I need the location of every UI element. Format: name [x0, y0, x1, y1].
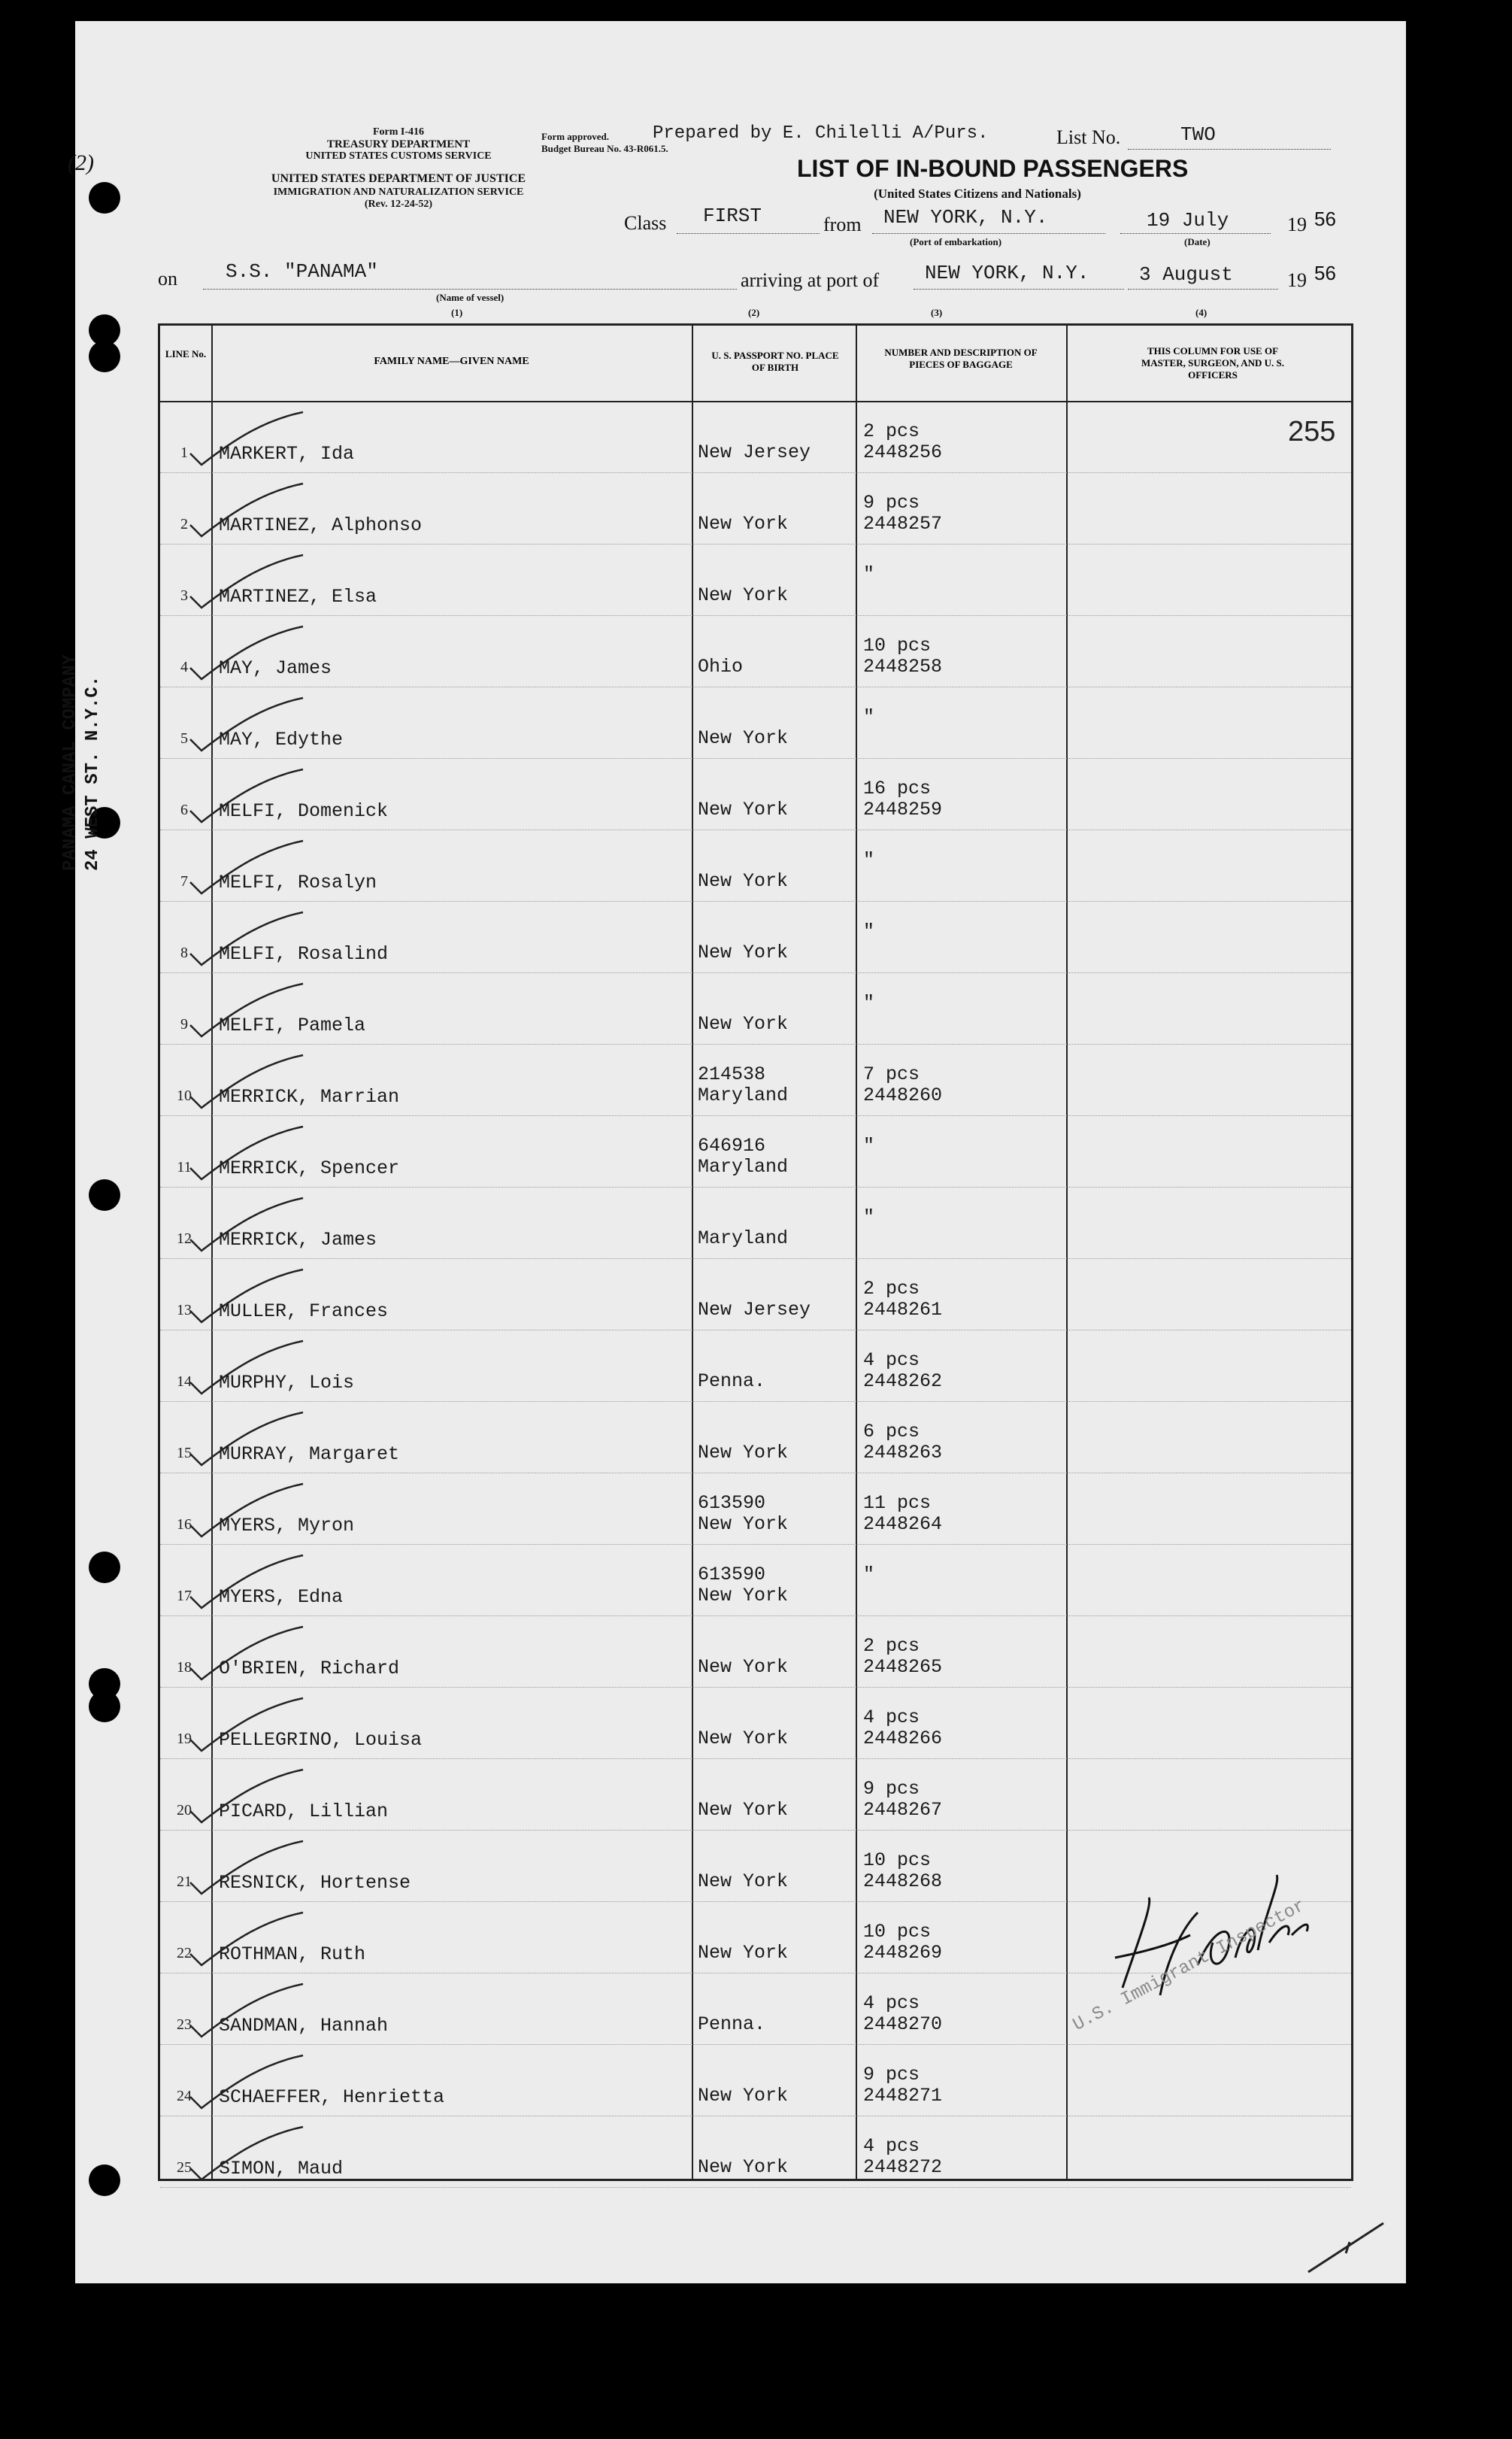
punch-hole: [89, 182, 120, 214]
place-of-birth: New Jersey: [698, 441, 811, 463]
table-row: [160, 2116, 1351, 2188]
date1-year-prefix: 19: [1287, 214, 1307, 235]
passport-number: 214538: [698, 1063, 766, 1085]
check-mark: [175, 909, 311, 969]
inspector-title: U.S. Immigrant Inspector: [1070, 1895, 1309, 2036]
line-number: 19: [177, 1731, 192, 1747]
list-no-label: List No.: [1056, 126, 1121, 148]
baggage-pieces: 9 pcs: [863, 1778, 920, 1800]
check-mark: [175, 766, 311, 826]
table-row: [160, 758, 1351, 830]
passenger-name: MULLER, Frances: [219, 1300, 389, 1322]
form-number: Form I-416: [372, 126, 425, 138]
check-mark: [175, 694, 311, 754]
baggage-pieces: 6 pcs: [863, 1421, 920, 1442]
baggage-pieces: 11 pcs: [863, 1492, 932, 1514]
arrival-port: NEW YORK, N.Y.: [925, 262, 1089, 284]
passenger-name: MARKERT, Ida: [219, 443, 355, 465]
line-number: 13: [177, 1302, 192, 1318]
table-row: [160, 1330, 1351, 1402]
passenger-name: SANDMAN, Hannah: [219, 2015, 389, 2037]
place-of-birth: New York: [698, 2085, 789, 2107]
arriving-label: arriving at port of: [741, 269, 880, 291]
line-number: 6: [180, 802, 188, 818]
passenger-table: [158, 323, 1353, 2181]
baggage-pieces: 4 pcs: [863, 1706, 920, 1728]
col1-num: (1): [451, 307, 463, 318]
line-number: 22: [177, 1945, 192, 1961]
place-of-birth: Penna.: [698, 1370, 766, 1392]
baggage-number: 2448257: [863, 513, 943, 535]
baggage-pieces: 4 pcs: [863, 1992, 920, 2014]
line-number: 2: [180, 516, 188, 532]
baggage-pieces: 2 pcs: [863, 420, 920, 442]
baggage-pieces: 10 pcs: [863, 1849, 932, 1871]
col-header-name: FAMILY NAME—GIVEN NAME: [374, 356, 529, 367]
place-of-birth: New York: [698, 1870, 789, 1892]
baggage-number: 2448271: [863, 2085, 943, 2107]
place-of-birth: New York: [698, 799, 789, 821]
check-mark: [175, 480, 311, 540]
line-number: 17: [177, 1588, 192, 1604]
col3-num: (3): [931, 307, 943, 318]
dept-justice: UNITED STATES DEPARTMENT OF JUSTICE: [271, 172, 526, 185]
table-row: [160, 1758, 1351, 1831]
baggage-number: 2448256: [863, 441, 943, 463]
place-of-birth: New York: [698, 1442, 789, 1464]
line-number: 3: [180, 587, 188, 604]
baggage-pieces: 2 pcs: [863, 1635, 920, 1657]
place-of-birth: New York: [698, 1942, 789, 1964]
table-row: [160, 2044, 1351, 2116]
table-row: [160, 687, 1351, 759]
page-title: LIST OF IN-BOUND PASSENGERS: [797, 155, 1189, 182]
check-mark: [175, 1123, 311, 1183]
baggage-number: 2448264: [863, 1513, 943, 1535]
passenger-name: MYERS, Edna: [219, 1586, 344, 1608]
line-number: 23: [177, 2016, 192, 2033]
baggage-number: 2448267: [863, 1799, 943, 1821]
check-mark: [175, 1909, 311, 1969]
class-value: FIRST: [703, 205, 762, 227]
baggage-number: 2448261: [863, 1299, 943, 1321]
place-of-birth: New York: [698, 513, 789, 535]
page-mark: (2): [68, 150, 94, 175]
baggage-number: 2448272: [863, 2156, 943, 2178]
check-mark: [175, 1766, 311, 1826]
punch-hole: [89, 1552, 120, 1583]
passenger-name: PICARD, Lillian: [219, 1800, 389, 1822]
line-number: 5: [180, 730, 188, 747]
baggage-number: 2448270: [863, 2013, 943, 2035]
table-row: [160, 615, 1351, 687]
date2-year-suffix: 56: [1314, 262, 1336, 284]
date1-year-suffix: 56: [1314, 208, 1336, 230]
passenger-name: SIMON, Maud: [219, 2158, 344, 2180]
baggage-pieces: ": [863, 992, 875, 1014]
table-row: [160, 472, 1351, 545]
check-mark: [175, 837, 311, 897]
line-number: 12: [177, 1230, 192, 1247]
baggage-pieces: ": [863, 563, 875, 585]
check-mark: [175, 1051, 311, 1112]
line-number: 1: [180, 444, 188, 461]
vessel-caption: (Name of vessel): [436, 292, 505, 303]
baggage-pieces: ": [863, 706, 875, 728]
check-mark: [175, 1266, 311, 1326]
passport-number: 646916: [698, 1135, 766, 1157]
check-mark: [175, 1552, 311, 1612]
passenger-name: MAY, Edythe: [219, 729, 344, 751]
list-no-value: TWO: [1180, 123, 1216, 146]
place-of-birth: New York: [698, 1799, 789, 1821]
date2-value: 3 August: [1139, 263, 1233, 286]
class-label: Class: [624, 212, 667, 234]
passenger-name: MELFI, Rosalyn: [219, 872, 377, 893]
place-of-birth: Penna.: [698, 2013, 766, 2035]
baggage-pieces: 9 pcs: [863, 2064, 920, 2086]
col-header-line-no: LINE No.: [165, 348, 207, 359]
passenger-name: MAY, James: [219, 657, 332, 679]
place-of-birth: New York: [698, 870, 789, 892]
punch-hole: [89, 1179, 120, 1211]
place-of-birth: New York: [698, 1513, 789, 1535]
place-of-birth: Maryland: [698, 1227, 789, 1249]
passenger-name: MARTINEZ, Elsa: [219, 586, 377, 608]
line-number: 14: [177, 1373, 192, 1390]
passenger-name: MELFI, Domenick: [219, 800, 389, 822]
col-header-passport: U. S. PASSPORT NO. PLACE OF BIRTH: [711, 350, 839, 373]
baggage-number: 2448268: [863, 1870, 943, 1892]
passenger-name: RESNICK, Hortense: [219, 1872, 411, 1894]
baggage-number: 2448260: [863, 1085, 943, 1106]
officer-annotation: 255: [1288, 416, 1336, 447]
baggage-number: 2448269: [863, 1942, 943, 1964]
table-row: [160, 1473, 1351, 1545]
passenger-name: MERRICK, James: [219, 1229, 377, 1251]
baggage-pieces: 10 pcs: [863, 1921, 932, 1943]
baggage-pieces: 4 pcs: [863, 2135, 920, 2157]
on-label: on: [158, 268, 177, 290]
punch-hole: [89, 2164, 120, 2196]
table-row: [160, 830, 1351, 902]
table-row: [160, 1115, 1351, 1188]
punch-hole: [89, 1691, 120, 1722]
passport-number: 613590: [698, 1564, 766, 1585]
place-of-birth: New York: [698, 942, 789, 963]
table-row: [160, 544, 1351, 616]
check-mark: [175, 2123, 311, 2183]
line-number: 18: [177, 1659, 192, 1676]
corner-mark: [1301, 2216, 1391, 2276]
page-subtitle: (United States Citizens and Nationals): [874, 187, 1081, 201]
line-number: 21: [177, 1873, 192, 1890]
baggage-pieces: 9 pcs: [863, 492, 920, 514]
check-mark: [175, 1980, 311, 2040]
col4-num: (4): [1195, 307, 1207, 318]
line-number: 20: [177, 1802, 192, 1819]
punch-hole: [89, 341, 120, 372]
baggage-pieces: ": [863, 921, 875, 942]
line-number: 10: [177, 1088, 192, 1104]
company-stamp-line2: 24 WEST ST. N.Y.C.: [83, 675, 103, 871]
line-number: 9: [180, 1016, 188, 1033]
line-number: 4: [180, 659, 188, 675]
check-mark: [175, 1480, 311, 1540]
passenger-name: SCHAEFFER, Henrietta: [219, 2086, 445, 2108]
date1-value: 19 July: [1147, 209, 1229, 232]
table-row: [160, 901, 1351, 973]
baggage-number: 2448259: [863, 799, 943, 821]
check-mark: [175, 551, 311, 611]
place-of-birth: Maryland: [698, 1156, 789, 1178]
place-of-birth: New York: [698, 727, 789, 749]
table-row: [160, 1258, 1351, 1330]
place-of-birth: New Jersey: [698, 1299, 811, 1321]
line-number: 25: [177, 2159, 192, 2176]
check-mark: [175, 980, 311, 1040]
passenger-name: MERRICK, Marrian: [219, 1086, 400, 1108]
passenger-name: MURRAY, Margaret: [219, 1443, 400, 1465]
from-value: NEW YORK, N.Y.: [883, 206, 1048, 229]
place-of-birth: New York: [698, 1585, 789, 1606]
place-of-birth: New York: [698, 1013, 789, 1035]
check-mark: [175, 1194, 311, 1254]
date2-year-prefix: 19: [1287, 269, 1307, 291]
col-header-officers: THIS COLUMN FOR USE OF MASTER, SURGEON, AND U. S. OFFICERS: [1141, 345, 1284, 381]
table-row: [160, 1544, 1351, 1616]
line-number: 11: [177, 1159, 192, 1176]
passenger-name: MELFI, Rosalind: [219, 943, 389, 965]
baggage-number: 2448262: [863, 1370, 943, 1392]
place-of-birth: Maryland: [698, 1085, 789, 1106]
passenger-name: MYERS, Myron: [219, 1515, 355, 1537]
line-number: 24: [177, 2088, 192, 2104]
baggage-pieces: ": [863, 849, 875, 871]
port-caption: (Port of embarkation): [910, 236, 1002, 247]
manifest-page: [60, 21, 1406, 2283]
place-of-birth: New York: [698, 584, 789, 606]
form-approved: Form approved.: [541, 131, 610, 142]
line-number: 15: [177, 1445, 192, 1461]
prepared-by: Prepared by E. Chilelli A/Purs.: [653, 123, 989, 144]
vessel-name: S.S. "PANAMA": [226, 260, 378, 283]
col-header-baggage: NUMBER AND DESCRIPTION OF PIECES OF BAGGAGE: [884, 347, 1038, 370]
customs-service: UNITED STATES CUSTOMS SERVICE: [305, 150, 492, 162]
table-row: [160, 972, 1351, 1045]
check-mark: [175, 2052, 311, 2112]
table-row: [160, 401, 1351, 473]
table-row: [160, 1401, 1351, 1473]
line-number: 8: [180, 945, 188, 961]
check-mark: [175, 1409, 311, 1469]
baggage-pieces: 7 pcs: [863, 1063, 920, 1085]
company-stamp-line1: PANAMA CANAL COMPANY: [60, 654, 80, 871]
dept-treasury: TREASURY DEPARTMENT: [326, 138, 471, 150]
check-mark: [175, 408, 311, 469]
baggage-number: 2448266: [863, 1728, 943, 1749]
passenger-name: PELLEGRINO, Louisa: [219, 1729, 423, 1751]
baggage-pieces: 10 pcs: [863, 635, 932, 657]
check-mark: [175, 1694, 311, 1755]
baggage-pieces: 4 pcs: [863, 1349, 920, 1371]
place-of-birth: New York: [698, 1656, 789, 1678]
passenger-name: MERRICK, Spencer: [219, 1157, 400, 1179]
passenger-name: MELFI, Pamela: [219, 1015, 366, 1036]
baggage-pieces: ": [863, 1135, 875, 1157]
table-row: [160, 1187, 1351, 1259]
table-row: [160, 1044, 1351, 1116]
baggage-number: 2448265: [863, 1656, 943, 1678]
passenger-name: ROTHMAN, Ruth: [219, 1943, 366, 1965]
baggage-pieces: 16 pcs: [863, 778, 932, 799]
place-of-birth: New York: [698, 1728, 789, 1749]
from-label: from: [823, 214, 862, 235]
check-mark: [175, 623, 311, 683]
budget-bureau: Budget Bureau No. 43-R061.5.: [541, 143, 668, 154]
check-mark: [175, 1623, 311, 1683]
line-number: 7: [180, 873, 188, 890]
table-row: [160, 1615, 1351, 1688]
line-number: 16: [177, 1516, 192, 1533]
place-of-birth: Ohio: [698, 656, 744, 678]
check-mark: [175, 1837, 311, 1898]
place-of-birth: New York: [698, 2156, 789, 2178]
form-rev: (Rev. 12-24-52): [364, 199, 433, 210]
baggage-number: 2448263: [863, 1442, 943, 1464]
passenger-name: O'BRIEN, Richard: [219, 1658, 400, 1679]
passenger-name: MURPHY, Lois: [219, 1372, 355, 1394]
date1-caption: (Date): [1184, 236, 1211, 247]
table-row: [160, 1687, 1351, 1759]
passenger-name: MARTINEZ, Alphonso: [219, 514, 423, 536]
baggage-pieces: 2 pcs: [863, 1278, 920, 1300]
check-mark: [175, 1337, 311, 1397]
passport-number: 613590: [698, 1492, 766, 1514]
col2-num: (2): [748, 307, 760, 318]
ins-service: IMMIGRATION AND NATURALIZATION SERVICE: [273, 187, 524, 198]
baggage-number: 2448258: [863, 656, 943, 678]
baggage-pieces: ": [863, 1206, 875, 1228]
baggage-pieces: ": [863, 1564, 875, 1585]
